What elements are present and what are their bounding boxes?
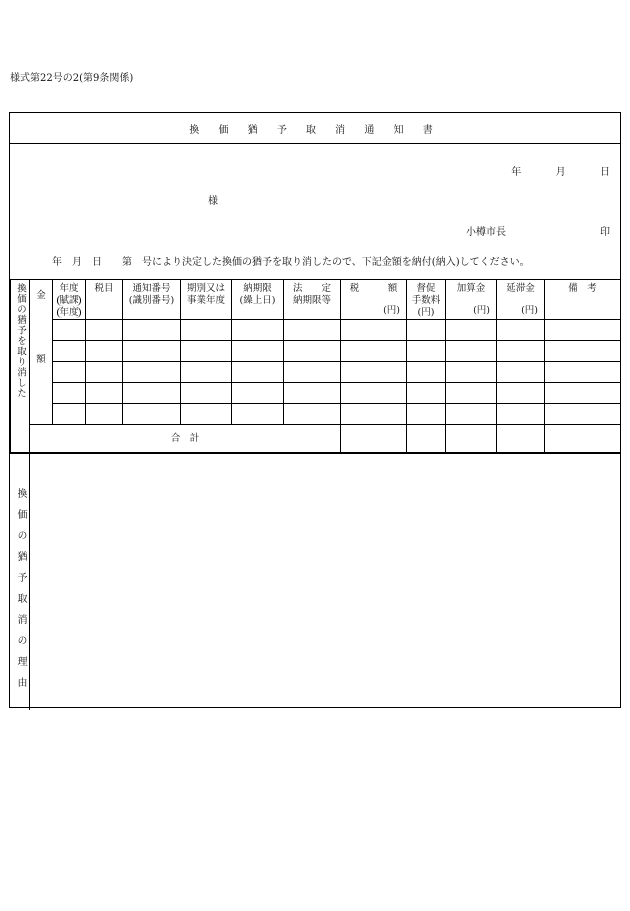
notice-text: 年 月 日 第 号により決定した換価の猶予を取り消したので、下記金額を納付(納入)してください。 <box>52 257 530 268</box>
total-remarks[interactable] <box>545 425 621 453</box>
table-row <box>11 362 621 383</box>
total-fee[interactable] <box>407 425 446 453</box>
amount-label-1: 金 <box>36 290 46 301</box>
reason-input-area[interactable] <box>30 454 620 710</box>
total-delinquency[interactable] <box>497 425 545 453</box>
header-dunning-fee: 督促 手数料 (円) <box>407 280 446 320</box>
seal-mark: 印 <box>600 227 610 238</box>
header-area <box>10 143 620 279</box>
header-tax-amount: 税 額 (円) <box>341 280 407 320</box>
total-row <box>11 425 621 453</box>
amount-label-2: 額 <box>36 354 46 365</box>
table-row <box>11 320 621 341</box>
header-delinquency: 延滞金 (円) <box>497 280 545 320</box>
header-year: 年度 賦課 年度 <box>53 280 86 320</box>
addressee-suffix: 様 <box>208 196 218 207</box>
issuer-name: 小樽市長 <box>466 227 506 238</box>
notice-form <box>9 112 621 708</box>
form-title: 換 価 猶 予 取 消 通 知 書 <box>10 113 620 144</box>
header-legal-due: 法 定 納期限等 <box>284 280 341 320</box>
total-additional[interactable] <box>446 425 497 453</box>
table-row <box>11 404 621 425</box>
total-tax-amount[interactable] <box>341 425 407 453</box>
reason-label-cell <box>10 454 30 710</box>
day-label: 日 <box>600 167 610 178</box>
month-label: 月 <box>555 167 566 178</box>
side-label: 換価の猶予を取り消した <box>15 283 26 399</box>
header-remarks: 備 考 <box>545 280 621 320</box>
header-notice-number: 通知番号 (識別番号) <box>123 280 181 320</box>
amount-table <box>10 279 621 453</box>
side-label-cell <box>11 280 30 453</box>
header-period: 期別又は 事業年度 <box>181 280 232 320</box>
year-label: 年 <box>511 167 522 178</box>
reason-section <box>10 453 620 710</box>
header-tax-item: 税目 <box>86 280 123 320</box>
table-row <box>11 341 621 362</box>
issue-date <box>511 163 610 178</box>
total-label: 合 計 <box>30 425 341 453</box>
header-additional: 加算金 (円) <box>446 280 497 320</box>
amount-label-cell <box>30 280 53 425</box>
form-reference: 様式第22号の2(第9条関係) <box>10 73 134 84</box>
table-row <box>11 383 621 404</box>
header-due-date: 納期限 (繰上日) <box>232 280 284 320</box>
reason-label: 換価の猶予取消の理由 <box>15 488 26 698</box>
